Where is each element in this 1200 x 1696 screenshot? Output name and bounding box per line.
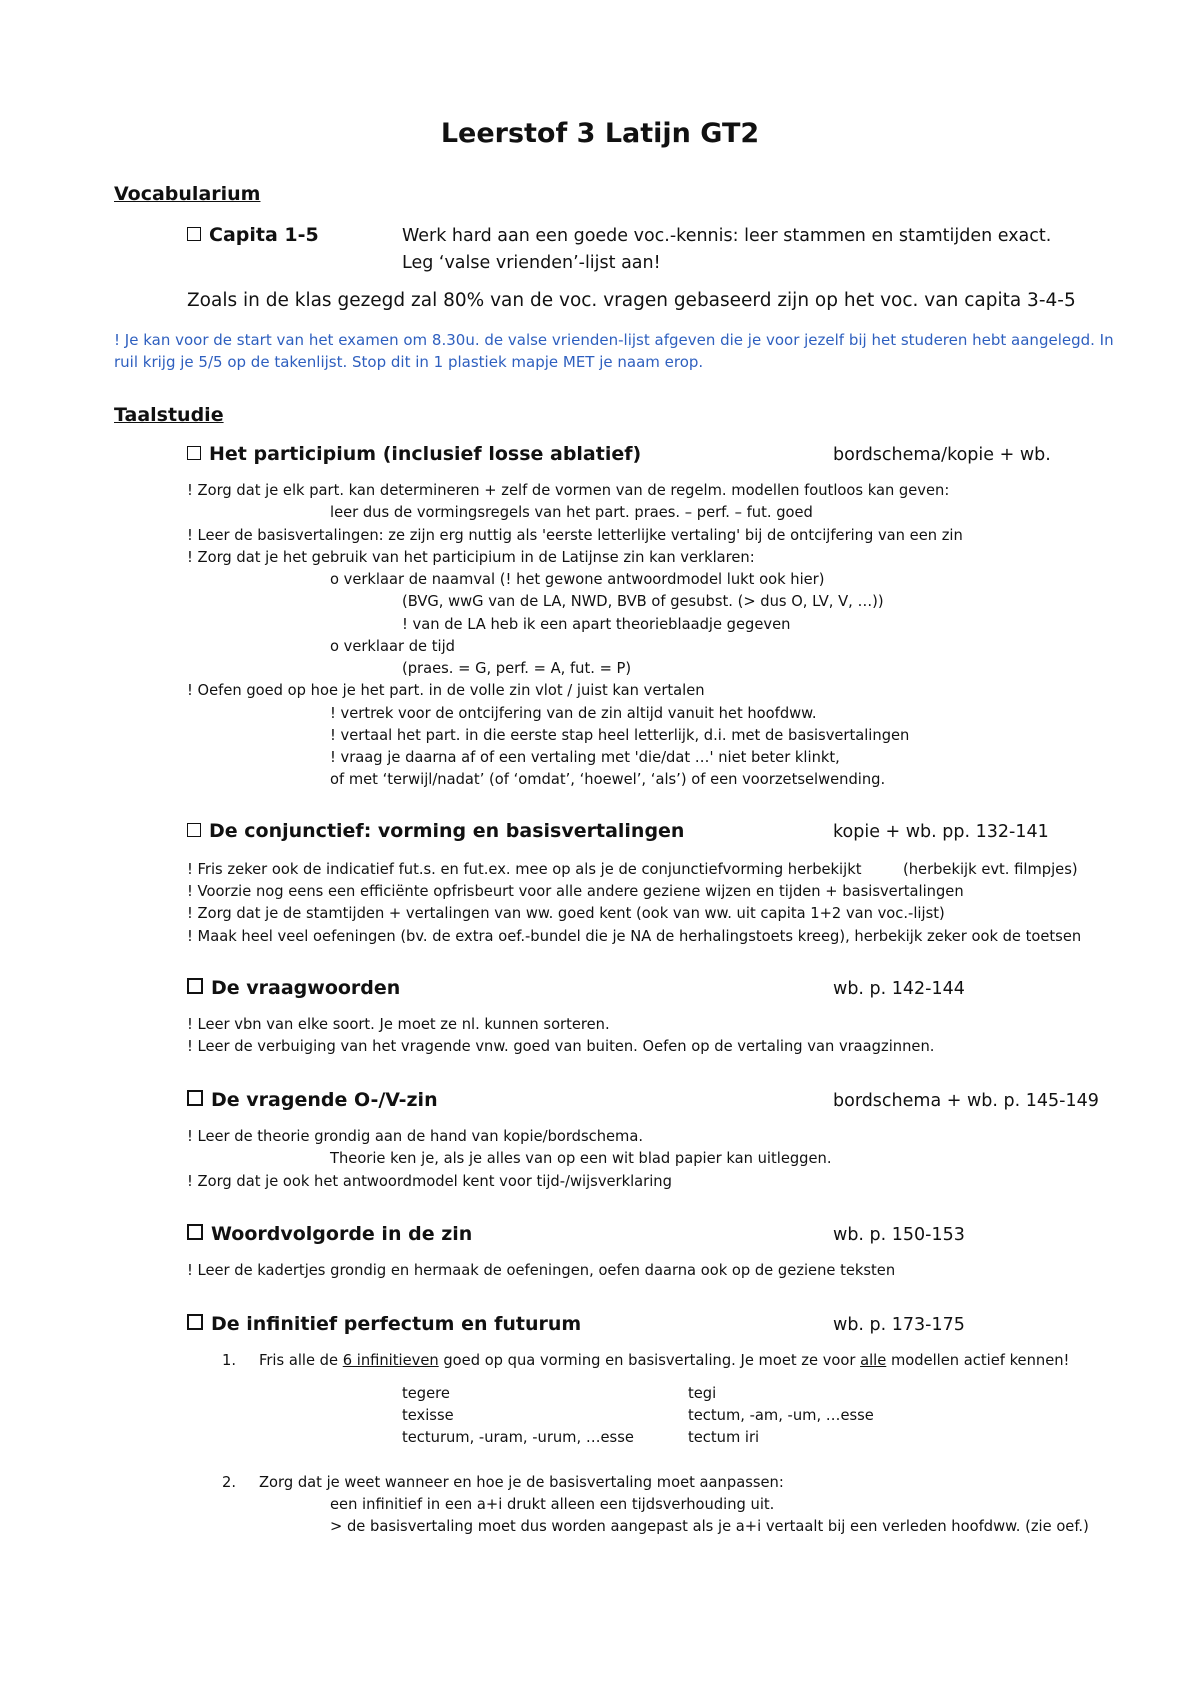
checkbox-icon	[187, 978, 203, 994]
topic-reference: wb. p. 173-175	[833, 1315, 965, 1335]
topic-heading-vragende-zin	[187, 1089, 438, 1111]
topic-line: leer dus de vormingsregels van het part. praes. – perf. – fut. goed	[330, 504, 813, 521]
topic-reference: bordschema/kopie + wb.	[833, 445, 1051, 465]
page-title: Leerstof 3 Latijn GT2	[440, 118, 760, 149]
topic-line: ! Maak heel veel oefeningen (bv. de extra oef.-bundel die je NA de herhalingstoets kreeg), herbekijk zeker ook de toetsen	[187, 928, 1082, 945]
table-cell: tectum iri	[688, 1429, 760, 1446]
checkbox-icon	[187, 227, 201, 241]
topic-title: De vragende O-/V-zin	[211, 1089, 438, 1111]
topic-heading-woordvolgorde	[187, 1223, 472, 1245]
checkbox-icon	[187, 1314, 203, 1330]
topic-title: De vraagwoorden	[211, 977, 401, 999]
list-number: 1.	[222, 1352, 237, 1369]
topic-title: Het participium (inclusief losse ablatief)	[209, 443, 642, 465]
topic-heading-infinitief	[187, 1313, 581, 1335]
list-item-text: een infinitief in een a+i drukt alleen een tijdsverhouding uit.	[330, 1496, 775, 1513]
section-heading-taalstudie: Taalstudie	[114, 404, 224, 426]
blue-note-line: ruil krijg je 5/5 op de takenlijst. Stop dit in 1 plastiek mapje MET je naam erop.	[114, 353, 704, 371]
topic-reference: wb. p. 142-144	[833, 979, 965, 999]
topic-line: ! Voorzie nog eens een efficiënte opfrisbeurt voor alle andere geziene wijzen en tijden + basisvertalingen	[187, 883, 964, 900]
topic-line: o verklaar de tijd	[330, 638, 455, 655]
vocab-item	[187, 224, 319, 246]
topic-line: ! Leer de theorie grondig aan de hand van kopie/bordschema.	[187, 1128, 644, 1145]
topic-reference: kopie + wb. pp. 132-141	[833, 822, 1049, 842]
list-item-text: > de basisvertaling moet dus worden aangepast als je a+i vertaalt bij een verleden hoofdww. (zie oef.)	[330, 1518, 1089, 1535]
table-cell: texisse	[402, 1407, 454, 1424]
topic-line: ! Zorg dat je het gebruik van het participium in de Latijnse zin kan verklaren:	[187, 549, 755, 566]
topic-heading-conjunctief	[187, 820, 684, 842]
topic-line: ! Leer de basisvertalingen: ze zijn erg nuttig als 'eerste letterlijke vertaling' bij de ontcijfering van een zin	[187, 527, 963, 544]
topic-line: Theorie ken je, als je alles van op een wit blad papier kan uitleggen.	[330, 1150, 832, 1167]
topic-line: ! Zorg dat je elk part. kan determineren + zelf de vormen van de regelm. modellen foutloos kan geven:	[187, 482, 950, 499]
topic-line: ! vertrek voor de ontcijfering van de zin altijd vanuit het hoofdww.	[330, 705, 817, 722]
topic-line: o verklaar de naamval (! het gewone antwoordmodel lukt ook hier)	[330, 571, 825, 588]
section-heading-vocabularium: Vocabularium	[114, 183, 261, 205]
list-number: 2.	[222, 1474, 237, 1491]
topic-line: ! van de LA heb ik een apart theorieblaadje gegeven	[402, 616, 791, 633]
vocab-note: Zoals in de klas gezegd zal 80% van de voc. vragen gebaseerd zijn op het voc. van capita 3-4-5	[187, 290, 1076, 311]
topic-line: ! Leer vbn van elke soort. Je moet ze nl. kunnen sorteren.	[187, 1016, 610, 1033]
topic-line: ! vraag je daarna af of een vertaling met 'die/dat …' niet beter klinkt,	[330, 749, 840, 766]
vocab-item-text: Werk hard aan een goede voc.-kennis: leer stammen en stamtijden exact.	[402, 226, 1052, 246]
table-cell: tectum, -am, -um, …esse	[688, 1407, 874, 1424]
table-cell: tegere	[402, 1385, 450, 1402]
topic-title: De infinitief perfectum en futurum	[211, 1313, 582, 1335]
vocab-item-label: Capita 1-5	[209, 224, 319, 246]
topic-title: De conjunctief: vorming en basisvertalingen	[209, 820, 685, 842]
table-cell: tegi	[688, 1385, 717, 1402]
topic-line: ! Oefen goed op hoe je het part. in de volle zin vlot / juist kan vertalen	[187, 682, 705, 699]
vocab-item-text: Leg ‘valse vrienden’-lijst aan!	[402, 253, 661, 273]
checkbox-icon	[187, 1224, 203, 1240]
topic-line: (BVG, wwG van de LA, NWD, BVB of gesubst. (> dus O, LV, V, …))	[402, 593, 884, 610]
topic-reference: wb. p. 150-153	[833, 1225, 965, 1245]
topic-line: ! Fris zeker ook de indicatief fut.s. en fut.ex. mee op als je de conjunctiefvorming herbekijkt	[187, 861, 862, 878]
topic-line: (praes. = G, perf. = A, fut. = P)	[402, 660, 632, 677]
topic-line: ! Leer de kadertjes grondig en hermaak de oefeningen, oefen daarna ook op de geziene teksten	[187, 1262, 896, 1279]
topic-line: ! Leer de verbuiging van het vragende vnw. goed van buiten. Oefen op de vertaling van vraagzinnen.	[187, 1038, 935, 1055]
topic-line: ! Zorg dat je de stamtijden + vertalingen van ww. goed kent (ook van ww. uit capita 1+2 van voc.-lijst)	[187, 905, 945, 922]
topic-line-aside: (herbekijk evt. filmpjes)	[903, 861, 1078, 878]
topic-line: ! Zorg dat je ook het antwoordmodel kent voor tijd-/wijsverklaring	[187, 1173, 672, 1190]
table-cell: tecturum, -uram, -urum, …esse	[402, 1429, 634, 1446]
topic-reference: bordschema + wb. p. 145-149	[833, 1091, 1099, 1111]
topic-line: of met ‘terwijl/nadat’ (of ‘omdat’, ‘hoewel’, ‘als’) of een voorzetselwending.	[330, 771, 886, 788]
topic-heading-participium	[187, 443, 641, 465]
topic-title: Woordvolgorde in de zin	[211, 1223, 473, 1245]
list-item-text: Fris alle de 6 infinitieven goed op qua vorming en basisvertaling. Je moet ze voor alle modellen actief kennen!	[259, 1352, 1070, 1369]
blue-note-line: ! Je kan voor de start van het examen om 8.30u. de valse vrienden-lijst afgeven die je voor jezelf bij het studeren hebt aangelegd. In	[114, 331, 1114, 349]
checkbox-icon	[187, 823, 201, 837]
checkbox-icon	[187, 1090, 203, 1106]
topic-line: ! vertaal het part. in die eerste stap heel letterlijk, d.i. met de basisvertalingen	[330, 727, 910, 744]
topic-heading-vraagwoorden	[187, 977, 400, 999]
checkbox-icon	[187, 446, 201, 460]
list-item-text: Zorg dat je weet wanneer en hoe je de basisvertaling moet aanpassen:	[259, 1474, 784, 1491]
